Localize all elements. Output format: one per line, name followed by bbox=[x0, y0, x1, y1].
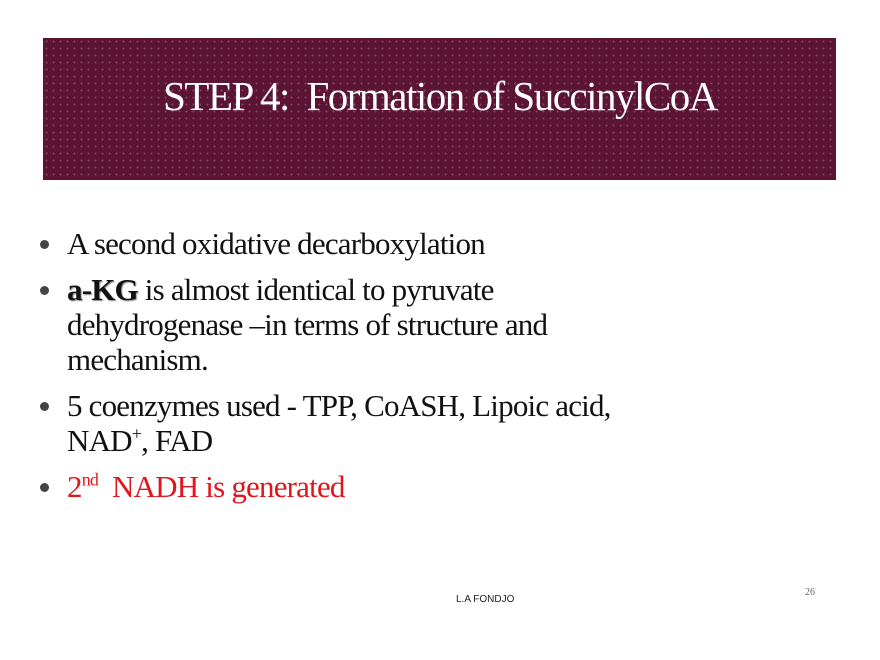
nad-text: NAD bbox=[67, 423, 132, 458]
bullet-item-highlight bbox=[36, 469, 836, 504]
bullet-text: mechanism. bbox=[67, 342, 208, 377]
bullet-dot-icon bbox=[40, 286, 49, 295]
bullet-text: NADH is generated bbox=[98, 469, 345, 504]
bullet-text: A second oxidative decarboxylation bbox=[67, 226, 485, 261]
page-number: 26 bbox=[805, 587, 815, 598]
nad-charge: + bbox=[131, 423, 142, 444]
bullet-dot-icon bbox=[40, 240, 49, 249]
bullet-item bbox=[36, 226, 836, 261]
bullet-text: is almost identical to pyruvate bbox=[137, 272, 494, 307]
bullet-dot-icon bbox=[40, 402, 49, 411]
slide-title: STEP 4: Formation of SuccinylCoA bbox=[163, 73, 717, 119]
bullet-list bbox=[36, 226, 836, 515]
bullet-item bbox=[36, 272, 836, 377]
ordinal-suffix: nd bbox=[81, 469, 99, 490]
bullet-dot-icon bbox=[40, 483, 49, 492]
bullet-item bbox=[36, 388, 836, 458]
bullet-text: dehydrogenase –in terms of structure and bbox=[67, 307, 548, 342]
ordinal-number: 2 bbox=[67, 469, 82, 504]
bullet-text: , FAD bbox=[141, 423, 213, 458]
akg-term: a-KG bbox=[67, 272, 138, 307]
footer-author: L.A FONDJO bbox=[456, 594, 515, 605]
bullet-text: 5 coenzymes used - TPP, CoASH, Lipoic acid, bbox=[67, 388, 611, 423]
